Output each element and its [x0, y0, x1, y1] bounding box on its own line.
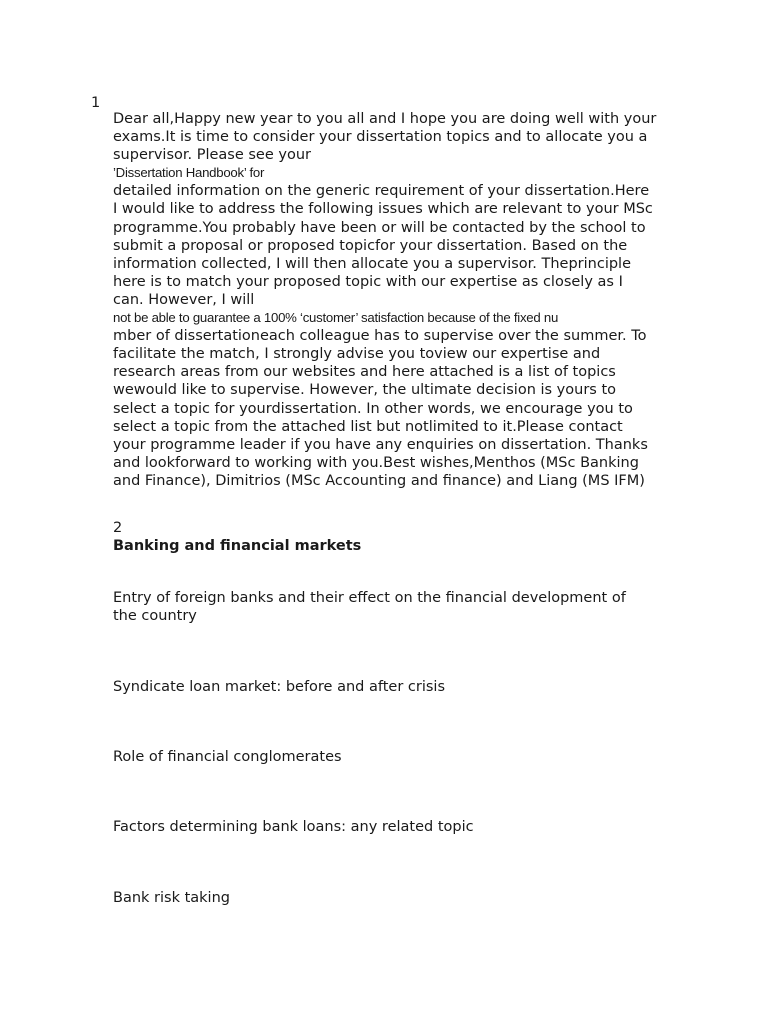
- letter-line: mber of dissertationeach colleague has to supervise over the summer. To: [113, 328, 647, 345]
- topic-item: [113, 748, 713, 766]
- topic-line: Syndicate loan market: before and after crisis: [113, 679, 445, 695]
- topic-item: [113, 678, 713, 696]
- letter-body: [113, 110, 713, 490]
- letter-line-satisfaction: not be able to guarantee a 100% ‘customer’ satisfaction because of the fixed nu: [113, 310, 559, 326]
- letter-line: submit a proposal or proposed topicfor your dissertation. Based on the: [113, 237, 628, 254]
- letter-line: Dear all,Happy new year to you all and I hope you are doing well with your: [113, 111, 657, 127]
- letter-line: exams.It is time to consider your dissertation topics and to allocate you a: [113, 129, 648, 146]
- letter-line: can. However, I will: [113, 291, 255, 308]
- topic-line: Role of financial conglomerates: [113, 749, 342, 765]
- topic-line: Entry of foreign banks and their effect on the financial development of: [113, 590, 626, 606]
- topic-item: [113, 889, 713, 907]
- topic-line: Factors determining bank loans: any related topic: [113, 819, 474, 835]
- page-number-2: 2: [113, 520, 123, 536]
- section-heading: Banking and financial markets: [113, 538, 362, 554]
- page-number-1: 1: [91, 95, 101, 111]
- letter-line: select a topic from the attached list but notlimited to it.Please contact: [113, 418, 623, 435]
- letter-line-handbook: ’Dissertation Handbook’ for: [113, 165, 265, 181]
- letter-line: select a topic for yourdissertation. In other words, we encourage you to: [113, 400, 633, 417]
- letter-line: I would like to address the following issues which are relevant to your MSc: [113, 201, 653, 218]
- topic-line: Bank risk taking: [113, 890, 230, 906]
- letter-line: and lookforward to working with you.Best wishes,Menthos (MSc Banking: [113, 454, 639, 471]
- letter-line: facilitate the match, I strongly advise you toview our expertise and: [113, 346, 601, 363]
- topic-item: [113, 818, 713, 836]
- letter-line: research areas from our websites and here attached is a list of topics: [113, 364, 616, 381]
- letter-line: supervisor. Please see your: [113, 147, 311, 164]
- letter-line: here is to match your proposed topic with our expertise as closely as I: [113, 273, 623, 290]
- letter-line: your programme leader if you have any enquiries on dissertation. Thanks: [113, 436, 648, 453]
- letter-line: wewould like to supervise. However, the ultimate decision is yours to: [113, 382, 617, 399]
- topic-item: [113, 589, 713, 625]
- letter-line: programme.You probably have been or will be contacted by the school to: [113, 219, 646, 236]
- letter-line: and Finance), Dimitrios (MSc Accounting and finance) and Liang (MS IFM): [113, 472, 645, 489]
- topic-line: the country: [113, 608, 197, 625]
- letter-line: detailed information on the generic requirement of your dissertation.Here: [113, 183, 650, 200]
- letter-line: information collected, I will then allocate you a supervisor. Theprinciple: [113, 255, 632, 272]
